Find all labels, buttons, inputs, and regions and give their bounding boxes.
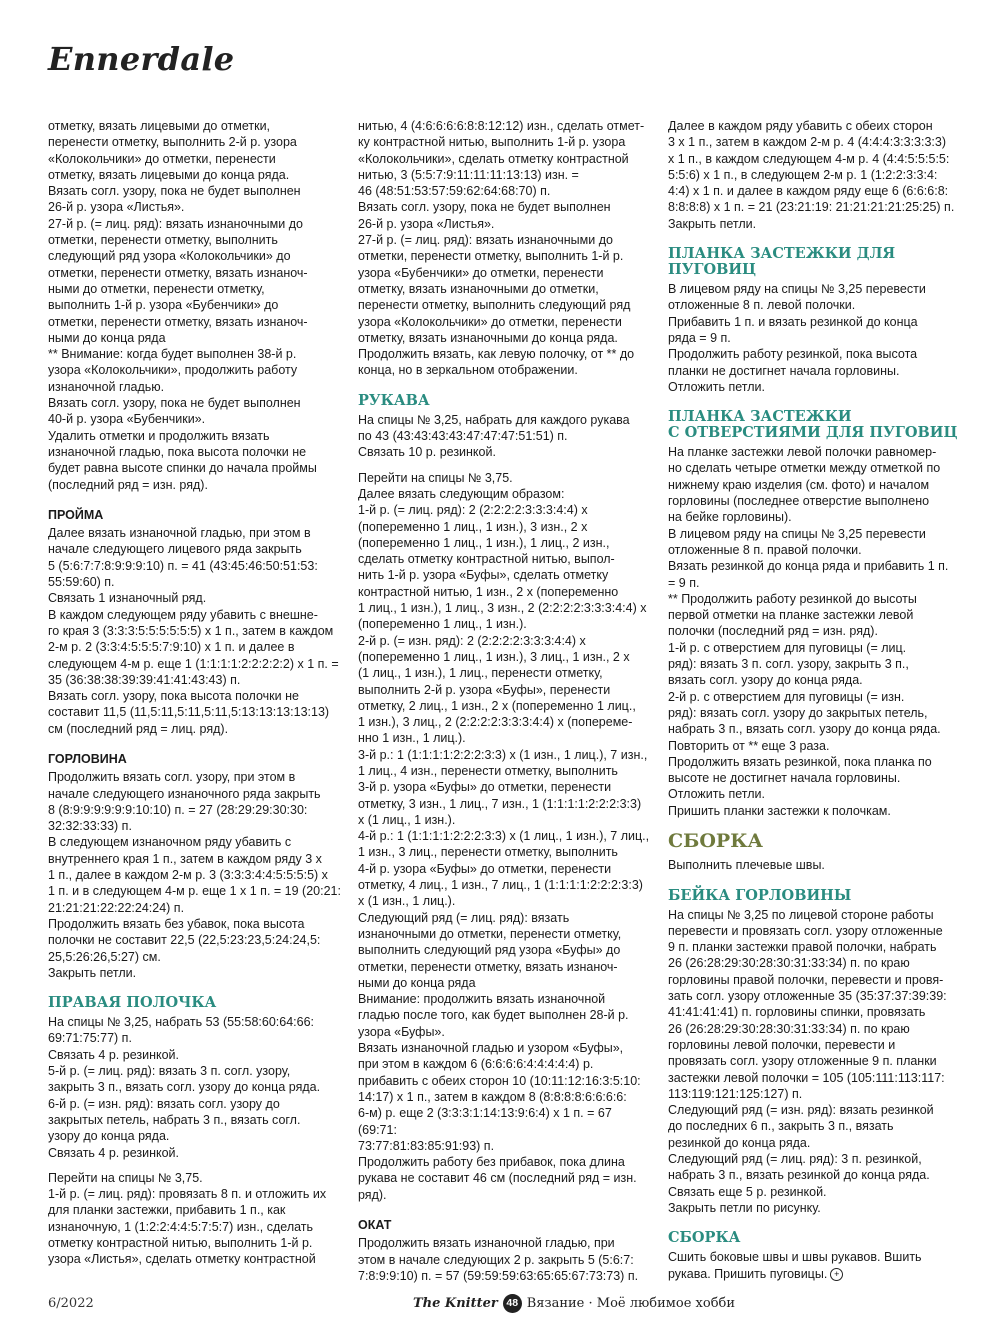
paragraph: Выполнить плечевые швы. (668, 858, 825, 873)
section-heading: СБОРКА (668, 1229, 741, 1247)
paragraph: нитью, 4 (4:6:6:6:6:8:8:12:12) изн., сделать отмет- ку контрастной нитью, выполнить 1-й р. узора «Колокольчики», сделать отметку контрастной нитью, 3 (5:5:7:9:11:11:11:13:13) изн. = 46 (48:51:53:57:59:62:64:68:70) п. Вязать согл. узору, пока не будет выполнен 26-й р. узора «Листья». 27-й р. (= лиц. ряд): вязать изнаночными до отметки, перенести отметку, выполнить 1-й р. узора «Бубенчики» до отметки, перенести отметку, вязать изнаночными до отметки, перенести отметку, выполнить следующий ряд узора «Колокольчики» до отметки, перенести отметку, вязать изнаночными до конца ряда. Продолжить вязать, как левую полочку, от ** до конца, но в зеркальном отображении. (358, 119, 645, 378)
end-of-pattern-icon: + (830, 1268, 843, 1281)
section-heading: ПЛАНКА ЗАСТЕЖКИ ДЛЯ ПУГОВИЦ (668, 245, 896, 279)
paragraph: На спицы № 3,25, набрать 53 (55:58:60:64:66: 69:71:75:77) п. Связать 4 р. резинкой. 5-й р. (= лиц. ряд): вязать 3 п. согл. узору, закрыть 3 п., вязать согл. узору до конца ряда. 6-й р. (= изн. ряд): вязать согл. узору до закрытых петель, набрать 3 п., вязать согл. узору до конца ряда. Связать 4 р. резинкой. (48, 1015, 321, 1160)
section-heading: ОКАТ (358, 1218, 392, 1232)
paragraph: На спицы № 3,25 по лицевой стороне работы перевести и провязать согл. узору отложенные 9 п. планки застежки правой полочки, набрать 26 (26:28:29:30:28:30:31:33:34) п. по краю горловины правой полочки, перевести и провя- зать согл. узору отложенные 35 (35:37:37:39:39: 41:41:41:41) п. горловины спинки, провязать 26 (26:28:29:30:28:30:31:33:34) п. по краю горловины левой полочки, перевести и провязать согл. узору отложенные 9 п. планки застежки левой полочки = 105 (105:111:113:117: 113:119:121:125:127) п. Следующий ряд (= изн. ряд): вязать резинкой до последних 6 п., закрыть 3 п., вязать резинкой до конца ряда. Следующий ряд (= лиц. ряд): 3 п. резинкой, набрать 3 п., вязать резинкой до конца ряда. Связать еще 5 р. резинкой. Закрыть петли по рисунку. (668, 907, 947, 1215)
paragraph: В лицевом ряду на спицы № 3,25 перевести отложенные 8 п. левой полочки. Прибавить 1 п. и вязать резинкой до конца ряда = 9 п. Продолжить работу резинкой, пока высота планки не достигнет начала горловины. Отложить петли. (668, 282, 926, 394)
section-heading: ПРОЙМА (48, 507, 104, 522)
magazine-subtitle: Вязание · Моё любимое хобби (526, 1296, 736, 1311)
paragraph: На планке застежки левой полочки равномер- но сделать четыре отметки между отметкой по нижнему краю изделия (см. фото) и началом горловины (последнее отверстие выполнено на бейке горловины). В лицевом ряду на спицы № 3,25 перевести отложенные 8 п. правой полочки. Вязать резинкой до конца ряда и прибавить 1 п. = 9 п. ** Продолжить работу резинкой до высоты первой отметки на планке застежки левой полочки (последний ряд = изн. ряд). 1-й р. с отверстием для пуговицы (= лиц. ряд): вязать 3 п. согл. узору, закрыть 3 п., вязать согл. узору до конца ряда. 2-й р. с отверстием для пуговицы (= изн. ряд): вязать согл. узору до закрытых петель, набрать 3 п., вязать согл. узору до конца ряда. Повторить от ** еще 3 раза. Продолжить вязать резинкой, пока планка по высоте не достигнет начала горловины. Отложить петли. Пришить планки застежки к полочкам. (668, 445, 949, 818)
paragraph: Перейти на спицы № 3,75. Далее вязать следующим образом: 1-й р. (= лиц. ряд): 2 (2:2:2:2:3:3:3:4:4) x (попеременно 1 лиц., 1 изн.), 3 изн., 2 x (попеременно 1 лиц., 1 изн.), 1 лиц., 2 изн., сделать отметку контрастной нитью, выпол- нить 1-й р. узора «Буфы», сделать отметку контрастной нитью, 1 изн., 2 x (попеременно 1 лиц., 1 изн.), 1 лиц., 3 изн., 2 (2:2:2:2:3:3:3:4:4) x (попеременно 1 лиц., 1 изн.). 2-й р. (= изн. ряд): 2 (2:2:2:2:3:3:3:4:4) x (попеременно 1 лиц., 1 изн.), 3 лиц., 1 изн., 2 x (1 лиц., 1 изн.), 1 лиц., перенести отметку, выполнить 2-й р. узора «Буфы», перенести отметку, 2 лиц., 1 изн., 2 x (попеременно 1 лиц., 1 изн.), 3 лиц., 2 (2:2:2:2:3:3:3:4:4) x (попереме- нно 1 изн., 1 лиц.). 3-й р.: 1 (1:1:1:1:2:2:2:3:3) x (1 изн., 1 лиц.), 7 изн., 1 лиц., 4 изн., перенести отметку, выполнить 3-й р. узора «Буфы» до отметки, перенести отметку, 3 изн., 1 лиц., 7 изн., 1 (1:1:1:1:2:2:2:3:3) x (1 лиц., 1 изн.). 4-й р.: 1 (1:1:1:1:2:2:2:3:3) x (1 лиц., 1 изн.), 7 лиц., 1 изн., 3 лиц., перенести отметку, выполнить 4-й р. узора «Буфы» до отметки, перенести отметку, 4 лиц., 1 изн., 7 лиц., 1 (1:1:1:1:2:2:2:3:3) x (1 изн., 1 лиц.). Следующий ряд (= лиц. ряд): вязать изнаночными до отметки, перенести отметку, выполнить следующий ряд узора «Буфы» до отметки, перенести отметку, вязать изнаноч- ными до конца ряда Внимание: продолжить вязать изнаночной гладью после того, как будет выполнен 28-й р. узора «Буфы». Вязать изнаночной гладью и узором «Буфы», при этом в каждом 6 (6:6:6:6:4:4:4:4:4) р. прибавить с обеих сторон 10 (10:11:12:16:3:5:10: 14:17) x 1 п., затем в каждом 8 (8:8:8:8:6:6:6:6: 6-м) р. еще 2 (3:3:3:1:14:13:9:6:4) x 1 п. = 67 (69:71: 73:77:81:83:85:91:93) п. Продолжить работу без прибавок, пока длина рукава не составит 46 см (последний ряд = изн. ряд). (358, 470, 650, 1202)
column-3 (668, 118, 964, 1282)
paragraph: отметку, вязать лицевыми до отметки, перенести отметку, выполнить 2-й р. узора «Колокольчики» до отметки, перенести отметку, вязать лицевыми до конца ряда. Вязать согл. узору, пока не будет выполнен 26-й р. узора «Листья». 27-й р. (= лиц. ряд): вязать изнаночными до отметки, перенести отметку, выполнить следующий ряд узора «Колокольчики» до отметки, перенести отметку, вязать изнаноч- ными до отметки, перенести отметку, выполнить 1-й р. узора «Бубенчики» до отметки, перенести отметку, вязать изнаноч- ными до конца ряда ** Внимание: когда будет выполнен 38-й р. узора «Колокольчики», продолжить работу изнаночной гладью. Вязать согл. узору, пока не будет выполнен 40-й р. узора «Бубенчики». Удалить отметки и продолжить вязать изнаночной гладью, пока высота полочки не будет равна высоте спинки до начала проймы (последний ряд = изн. ряд). (48, 119, 317, 492)
paragraph: Продолжить вязать согл. узору, при этом в начале следующего изнаночного ряда закрыть 8 (8:9:9:9:9:9:9:10:10) п. = 27 (28:29:29:30:30: 32:32:33:33) п. В следующем изнаночном ряду убавить с внутреннего края 1 п., затем в каждом ряду 3 x 1 п., далее в каждом 2-м р. 3 (3:3:3:4:4:5:5:5:5) x 1 п. и в следующем 4-м р. еще 1 x 1 п. = 19 (20:21: 21:21:21:22:22:24:24) п. Продолжить вязать без убавок, пока высота полочки не составит 22,5 (22,5:23:23,5:24:24,5: 25,5:26:26,5:27) см. Закрыть петли. (48, 770, 341, 980)
paragraph: Продолжить вязать изнаночной гладью, при этом в начале следующих 2 р. закрыть 5 (5:6:7: 7:8:9:9:10) п. = 57 (59:59:59:63:65:65:67:73:73) п. (358, 1236, 639, 1283)
column-1 (48, 118, 344, 1268)
paragraph: Далее в каждом ряду убавить с обеих сторон 3 x 1 п., затем в каждом 2-м р. 4 (4:4:4:3:3:3:3:3) x 1 п., в каждом следующем 4-м р. 4 (4:4:5:5:5:5: 5:5:6) x 1 п., в следующем 2-м р. 1 (1:2:2:3:3:4: 4:4) x 1 п. и далее в каждом ряду еще 6 (6:6:6:8: 8:8:8:8) x 1 п. = 21 (23:21:19: 21:21:21:21:25:25) п. Закрыть петли. (668, 119, 955, 231)
issue-number: 6/2022 (48, 1296, 94, 1311)
footer-masthead (413, 1294, 735, 1313)
section-heading: ПРАВАЯ ПОЛОЧКА (48, 994, 217, 1012)
paragraph: Перейти на спицы № 3,75. 1-й р. (= лиц. ряд): провязать 8 п. и отложить их для планки застежки, прибавить 1 п., как изнаночную, 1 (1:2:2:4:4:5:7:5:7) изн., сделать отметку контрастной нитью, выполнить 1-й р. узора «Листья», сделать отметку контрастной (48, 1170, 327, 1267)
section-heading: СБОРКА (668, 829, 763, 852)
section-heading: БЕЙКА ГОРЛОВИНЫ (668, 886, 852, 904)
paragraph: На спицы № 3,25, набрать для каждого рукава по 43 (43:43:43:43:47:47:47:51:51) п. Связать 10 р. резинкой. (358, 412, 630, 460)
paragraph: Сшить боковые швы и швы рукавов. Вшить рукава. Пришить пуговицы. + (668, 1250, 922, 1281)
section-heading: ГОРЛОВИНА (48, 751, 127, 766)
section-heading: РУКАВА (358, 391, 430, 409)
column-2 (358, 118, 651, 1284)
magazine-brand: The Knitter (413, 1296, 498, 1311)
pattern-title: Ennerdale (48, 40, 235, 78)
section-heading: ПЛАНКА ЗАСТЕЖКИ С ОТВЕРСТИЯМИ ДЛЯ ПУГОВИЦ (668, 408, 958, 442)
page-number: 48 (503, 1294, 522, 1313)
paragraph: Далее вязать изнаночной гладью, при этом в начале следующего лицевого ряда закрыть 5 (5:6:7:7:8:9:9:9:10) п. = 41 (43:45:46:50:51:53: 55:59:60) п. Связать 1 изнаночный ряд. В каждом следующем ряду убавить с внешне- го края 3 (3:3:3:5:5:5:5:5:5) x 1 п., затем в каждом 2-м р. 2 (3:3:4:5:5:5:7:9:10) x 1 п. и далее в следующем 4-м р. еще 1 (1:1:1:1:2:2:2:2:2) x 1 п. = 35 (36:38:38:39:39:41:41:43:43) п. Вязать согл. узору, пока высота полочки не составит 11,5 (11,5:11,5:11,5:11,5:13:13:13:13:13) см (последний ряд = лиц. ряд). (48, 526, 339, 736)
